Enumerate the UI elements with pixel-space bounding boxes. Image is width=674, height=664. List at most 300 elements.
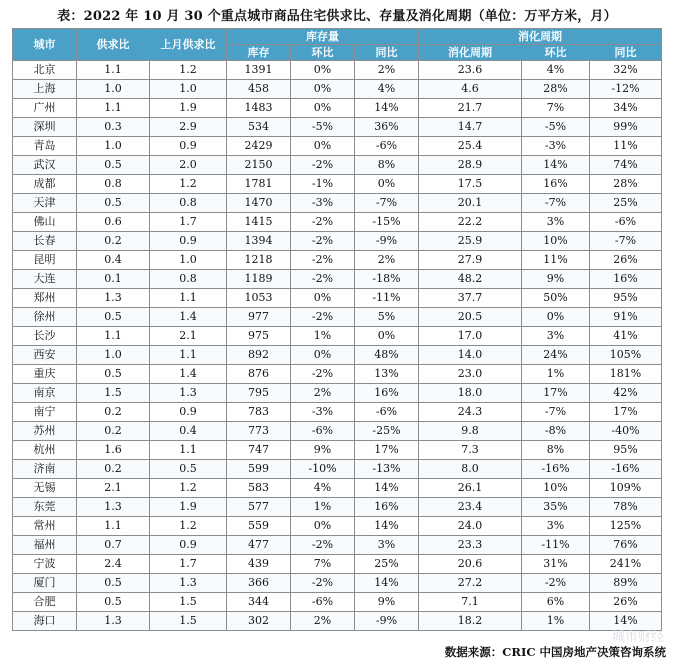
- cell-last-month: 0.9: [150, 232, 227, 251]
- cell-last-month: 2.9: [150, 118, 227, 137]
- cell-supply-demand: 1.3: [77, 289, 150, 308]
- cell-inventory: 1483: [227, 99, 291, 118]
- cell-digestion: 9.8: [419, 422, 522, 441]
- table-row: [13, 118, 662, 137]
- cell-digestion-yoy: 181%: [590, 365, 662, 384]
- header-inventory: 库存: [227, 45, 291, 61]
- cell-digestion: 28.9: [419, 156, 522, 175]
- cell-city: 长沙: [13, 327, 77, 346]
- cell-digestion-yoy: 14%: [590, 612, 662, 631]
- cell-digestion: 20.5: [419, 308, 522, 327]
- cell-digestion: 24.3: [419, 403, 522, 422]
- cell-supply-demand: 1.0: [77, 346, 150, 365]
- cell-digestion-mom: -3%: [522, 137, 590, 156]
- cell-city: 重庆: [13, 365, 77, 384]
- cell-digestion-yoy: 34%: [590, 99, 662, 118]
- cell-inventory-mom: 1%: [291, 498, 355, 517]
- cell-inventory-mom: -2%: [291, 251, 355, 270]
- cell-inventory-yoy: -9%: [355, 612, 419, 631]
- cell-inventory-yoy: -6%: [355, 403, 419, 422]
- cell-last-month: 2.0: [150, 156, 227, 175]
- cell-inventory: 344: [227, 593, 291, 612]
- table-row: [13, 175, 662, 194]
- cell-city: 深圳: [13, 118, 77, 137]
- cell-digestion: 25.4: [419, 137, 522, 156]
- cell-digestion: 37.7: [419, 289, 522, 308]
- cell-supply-demand: 1.1: [77, 99, 150, 118]
- cell-inventory: 747: [227, 441, 291, 460]
- cell-city: 武汉: [13, 156, 77, 175]
- cell-last-month: 1.2: [150, 61, 227, 80]
- header-row-top: [13, 29, 662, 45]
- cell-inventory-mom: -2%: [291, 574, 355, 593]
- cell-digestion-mom: 0%: [522, 308, 590, 327]
- header-digestion: 消化周期: [419, 45, 522, 61]
- cell-inventory-mom: -2%: [291, 270, 355, 289]
- cell-inventory-mom: 1%: [291, 327, 355, 346]
- cell-inventory-mom: 4%: [291, 479, 355, 498]
- table-row: [13, 403, 662, 422]
- cell-digestion: 20.6: [419, 555, 522, 574]
- table-row: [13, 270, 662, 289]
- cell-inventory-mom: 9%: [291, 441, 355, 460]
- cell-digestion-mom: 3%: [522, 327, 590, 346]
- cell-digestion: 24.0: [419, 517, 522, 536]
- cell-inventory-mom: 0%: [291, 61, 355, 80]
- cell-digestion: 17.0: [419, 327, 522, 346]
- cell-inventory: 1415: [227, 213, 291, 232]
- cell-digestion-yoy: -7%: [590, 232, 662, 251]
- cell-inventory-mom: -2%: [291, 365, 355, 384]
- cell-supply-demand: 0.5: [77, 574, 150, 593]
- cell-city: 郑州: [13, 289, 77, 308]
- header-digestion-group: 消化周期: [419, 29, 662, 45]
- cell-last-month: 1.9: [150, 498, 227, 517]
- table-row: [13, 289, 662, 308]
- cell-digestion-yoy: -40%: [590, 422, 662, 441]
- cell-last-month: 1.2: [150, 479, 227, 498]
- cell-inventory: 559: [227, 517, 291, 536]
- cell-inventory-yoy: 17%: [355, 441, 419, 460]
- cell-digestion-yoy: 76%: [590, 536, 662, 555]
- cell-inventory: 1394: [227, 232, 291, 251]
- cell-digestion-yoy: 95%: [590, 441, 662, 460]
- table-row: [13, 346, 662, 365]
- cell-inventory: 477: [227, 536, 291, 555]
- cell-last-month: 2.1: [150, 327, 227, 346]
- cell-digestion-mom: 11%: [522, 251, 590, 270]
- cell-last-month: 1.7: [150, 555, 227, 574]
- table-row: [13, 61, 662, 80]
- table-row: [13, 213, 662, 232]
- cell-supply-demand: 0.5: [77, 194, 150, 213]
- cell-supply-demand: 0.2: [77, 460, 150, 479]
- cell-digestion-yoy: 74%: [590, 156, 662, 175]
- cell-inventory-yoy: 16%: [355, 384, 419, 403]
- cell-digestion-mom: 14%: [522, 156, 590, 175]
- table-row: [13, 327, 662, 346]
- cell-last-month: 0.8: [150, 194, 227, 213]
- cell-digestion: 48.2: [419, 270, 522, 289]
- cell-city: 无锡: [13, 479, 77, 498]
- cell-digestion-mom: 16%: [522, 175, 590, 194]
- cell-digestion-mom: -16%: [522, 460, 590, 479]
- cell-supply-demand: 0.3: [77, 118, 150, 137]
- cell-digestion: 23.0: [419, 365, 522, 384]
- cell-last-month: 1.3: [150, 384, 227, 403]
- cell-inventory: 1391: [227, 61, 291, 80]
- cell-supply-demand: 1.1: [77, 327, 150, 346]
- cell-inventory: 975: [227, 327, 291, 346]
- cell-inventory: 1470: [227, 194, 291, 213]
- cell-city: 厦门: [13, 574, 77, 593]
- header-digestion-mom: 环比: [522, 45, 590, 61]
- cell-digestion-mom: -2%: [522, 574, 590, 593]
- table-row: [13, 422, 662, 441]
- cell-supply-demand: 2.4: [77, 555, 150, 574]
- cell-last-month: 1.0: [150, 251, 227, 270]
- cell-digestion-yoy: 95%: [590, 289, 662, 308]
- cell-digestion-mom: 24%: [522, 346, 590, 365]
- cell-digestion: 26.1: [419, 479, 522, 498]
- cell-inventory: 583: [227, 479, 291, 498]
- cell-inventory-yoy: -9%: [355, 232, 419, 251]
- cell-digestion-yoy: -6%: [590, 213, 662, 232]
- cell-inventory-yoy: 9%: [355, 593, 419, 612]
- cell-digestion: 20.1: [419, 194, 522, 213]
- cell-supply-demand: 0.2: [77, 232, 150, 251]
- cell-digestion: 23.6: [419, 61, 522, 80]
- table-row: [13, 441, 662, 460]
- cell-city: 北京: [13, 61, 77, 80]
- cell-supply-demand: 0.1: [77, 270, 150, 289]
- header-inventory-mom: 环比: [291, 45, 355, 61]
- cell-inventory: 302: [227, 612, 291, 631]
- table-row: [13, 593, 662, 612]
- cell-digestion: 22.2: [419, 213, 522, 232]
- cell-inventory-yoy: 16%: [355, 498, 419, 517]
- cell-inventory-yoy: 14%: [355, 479, 419, 498]
- cell-inventory-yoy: 36%: [355, 118, 419, 137]
- cell-digestion: 23.4: [419, 498, 522, 517]
- cell-inventory: 2150: [227, 156, 291, 175]
- cell-inventory: 1053: [227, 289, 291, 308]
- cell-last-month: 1.9: [150, 99, 227, 118]
- cell-digestion-yoy: 42%: [590, 384, 662, 403]
- cell-supply-demand: 1.0: [77, 137, 150, 156]
- data-table: [12, 28, 662, 631]
- table-row: [13, 251, 662, 270]
- cell-digestion: 7.1: [419, 593, 522, 612]
- table-body: [13, 61, 662, 631]
- table-row: [13, 365, 662, 384]
- cell-supply-demand: 1.3: [77, 612, 150, 631]
- table-row: [13, 156, 662, 175]
- cell-city: 昆明: [13, 251, 77, 270]
- cell-inventory-mom: -3%: [291, 403, 355, 422]
- cell-inventory-yoy: 2%: [355, 61, 419, 80]
- cell-last-month: 1.4: [150, 365, 227, 384]
- cell-inventory-mom: -2%: [291, 213, 355, 232]
- cell-digestion-yoy: 109%: [590, 479, 662, 498]
- cell-inventory-mom: 0%: [291, 80, 355, 99]
- cell-inventory: 876: [227, 365, 291, 384]
- cell-supply-demand: 1.3: [77, 498, 150, 517]
- header-city: 城市: [13, 29, 77, 61]
- cell-inventory-yoy: 8%: [355, 156, 419, 175]
- cell-inventory-mom: -2%: [291, 156, 355, 175]
- cell-last-month: 1.3: [150, 574, 227, 593]
- cell-inventory-yoy: 48%: [355, 346, 419, 365]
- cell-inventory: 1781: [227, 175, 291, 194]
- cell-digestion: 14.7: [419, 118, 522, 137]
- table-title: 表：2022 年 10 月 30 个重点城市商品住宅供求比、存量及消化周期（单位：万平方米，月）: [57, 9, 617, 24]
- cell-supply-demand: 0.7: [77, 536, 150, 555]
- cell-last-month: 0.9: [150, 137, 227, 156]
- table-row: [13, 80, 662, 99]
- table-row: [13, 194, 662, 213]
- cell-inventory: 783: [227, 403, 291, 422]
- cell-inventory-yoy: 5%: [355, 308, 419, 327]
- cell-digestion-yoy: -16%: [590, 460, 662, 479]
- cell-digestion-mom: -8%: [522, 422, 590, 441]
- cell-last-month: 1.5: [150, 612, 227, 631]
- cell-digestion-yoy: 41%: [590, 327, 662, 346]
- cell-inventory-mom: -6%: [291, 593, 355, 612]
- cell-supply-demand: 1.6: [77, 441, 150, 460]
- cell-digestion-yoy: 17%: [590, 403, 662, 422]
- cell-digestion: 27.9: [419, 251, 522, 270]
- watermark: 城市财经: [611, 630, 664, 645]
- cell-digestion-mom: 10%: [522, 479, 590, 498]
- cell-digestion-yoy: 26%: [590, 593, 662, 612]
- cell-last-month: 1.1: [150, 289, 227, 308]
- cell-city: 青岛: [13, 137, 77, 156]
- cell-inventory: 1218: [227, 251, 291, 270]
- cell-city: 常州: [13, 517, 77, 536]
- header-digestion-yoy: 同比: [590, 45, 662, 61]
- cell-inventory-mom: 2%: [291, 612, 355, 631]
- cell-inventory-yoy: 3%: [355, 536, 419, 555]
- cell-digestion-mom: 17%: [522, 384, 590, 403]
- cell-supply-demand: 0.5: [77, 156, 150, 175]
- cell-digestion-yoy: 241%: [590, 555, 662, 574]
- source-note: 数据来源：CRIC 中国房地产决策咨询系统: [444, 645, 666, 659]
- cell-inventory-mom: -3%: [291, 194, 355, 213]
- table-row: [13, 137, 662, 156]
- cell-inventory-mom: -6%: [291, 422, 355, 441]
- header-inventory-yoy: 同比: [355, 45, 419, 61]
- cell-digestion-yoy: 11%: [590, 137, 662, 156]
- cell-supply-demand: 1.1: [77, 61, 150, 80]
- cell-digestion-yoy: 26%: [590, 251, 662, 270]
- cell-city: 南宁: [13, 403, 77, 422]
- cell-city: 杭州: [13, 441, 77, 460]
- header-inventory-group: 库存量: [227, 29, 419, 45]
- cell-city: 成都: [13, 175, 77, 194]
- cell-last-month: 1.5: [150, 593, 227, 612]
- cell-inventory-yoy: 4%: [355, 80, 419, 99]
- cell-inventory-yoy: 25%: [355, 555, 419, 574]
- cell-last-month: 0.8: [150, 270, 227, 289]
- cell-inventory: 577: [227, 498, 291, 517]
- cell-digestion-mom: 35%: [522, 498, 590, 517]
- cell-digestion-yoy: 105%: [590, 346, 662, 365]
- cell-inventory-mom: 0%: [291, 137, 355, 156]
- cell-supply-demand: 0.5: [77, 365, 150, 384]
- cell-inventory: 773: [227, 422, 291, 441]
- cell-inventory-yoy: 13%: [355, 365, 419, 384]
- cell-digestion-mom: -5%: [522, 118, 590, 137]
- cell-last-month: 0.5: [150, 460, 227, 479]
- cell-digestion-yoy: 78%: [590, 498, 662, 517]
- cell-inventory-yoy: -15%: [355, 213, 419, 232]
- cell-inventory: 366: [227, 574, 291, 593]
- cell-supply-demand: 0.2: [77, 422, 150, 441]
- cell-inventory-yoy: -13%: [355, 460, 419, 479]
- cell-last-month: 0.4: [150, 422, 227, 441]
- cell-inventory-yoy: 0%: [355, 327, 419, 346]
- cell-digestion-mom: 1%: [522, 612, 590, 631]
- cell-city: 广州: [13, 99, 77, 118]
- cell-digestion-yoy: 28%: [590, 175, 662, 194]
- cell-city: 徐州: [13, 308, 77, 327]
- cell-digestion: 23.3: [419, 536, 522, 555]
- cell-city: 海口: [13, 612, 77, 631]
- cell-digestion-mom: 3%: [522, 517, 590, 536]
- cell-digestion-mom: 7%: [522, 99, 590, 118]
- cell-digestion: 18.0: [419, 384, 522, 403]
- cell-supply-demand: 0.5: [77, 308, 150, 327]
- cell-supply-demand: 1.5: [77, 384, 150, 403]
- cell-inventory-yoy: 2%: [355, 251, 419, 270]
- cell-supply-demand: 2.1: [77, 479, 150, 498]
- cell-digestion: 4.6: [419, 80, 522, 99]
- cell-last-month: 1.1: [150, 441, 227, 460]
- cell-inventory-mom: 0%: [291, 346, 355, 365]
- cell-digestion-mom: 1%: [522, 365, 590, 384]
- cell-inventory-yoy: -18%: [355, 270, 419, 289]
- header-supply-demand: 供求比: [77, 29, 150, 61]
- cell-digestion-mom: 6%: [522, 593, 590, 612]
- table-row: [13, 384, 662, 403]
- cell-inventory-mom: 7%: [291, 555, 355, 574]
- cell-supply-demand: 0.8: [77, 175, 150, 194]
- cell-inventory-mom: 0%: [291, 99, 355, 118]
- cell-digestion-mom: 31%: [522, 555, 590, 574]
- cell-inventory-mom: 0%: [291, 289, 355, 308]
- cell-inventory-yoy: 14%: [355, 517, 419, 536]
- cell-inventory: 892: [227, 346, 291, 365]
- cell-inventory: 534: [227, 118, 291, 137]
- cell-digestion: 18.2: [419, 612, 522, 631]
- table-row: [13, 555, 662, 574]
- cell-inventory: 439: [227, 555, 291, 574]
- table-row: [13, 574, 662, 593]
- cell-inventory-mom: -10%: [291, 460, 355, 479]
- cell-inventory-mom: -2%: [291, 232, 355, 251]
- cell-inventory-yoy: -11%: [355, 289, 419, 308]
- table-row: [13, 99, 662, 118]
- cell-inventory: 977: [227, 308, 291, 327]
- table-row: [13, 479, 662, 498]
- cell-digestion-yoy: 16%: [590, 270, 662, 289]
- cell-inventory-mom: -2%: [291, 536, 355, 555]
- cell-inventory-mom: -5%: [291, 118, 355, 137]
- cell-city: 福州: [13, 536, 77, 555]
- cell-city: 大连: [13, 270, 77, 289]
- table-row: [13, 536, 662, 555]
- cell-digestion: 14.0: [419, 346, 522, 365]
- cell-supply-demand: 0.6: [77, 213, 150, 232]
- cell-last-month: 1.2: [150, 175, 227, 194]
- cell-last-month: 0.9: [150, 403, 227, 422]
- cell-digestion-yoy: -12%: [590, 80, 662, 99]
- cell-city: 济南: [13, 460, 77, 479]
- cell-digestion-yoy: 25%: [590, 194, 662, 213]
- cell-inventory-yoy: -25%: [355, 422, 419, 441]
- cell-inventory-yoy: -6%: [355, 137, 419, 156]
- table-row: [13, 612, 662, 631]
- cell-digestion-mom: -11%: [522, 536, 590, 555]
- cell-city: 长春: [13, 232, 77, 251]
- cell-digestion-mom: 28%: [522, 80, 590, 99]
- cell-inventory: 1189: [227, 270, 291, 289]
- cell-city: 天津: [13, 194, 77, 213]
- cell-city: 南京: [13, 384, 77, 403]
- cell-inventory-yoy: -7%: [355, 194, 419, 213]
- table-row: [13, 460, 662, 479]
- cell-digestion-mom: 8%: [522, 441, 590, 460]
- cell-last-month: 1.2: [150, 517, 227, 536]
- cell-inventory: 458: [227, 80, 291, 99]
- cell-digestion-mom: 4%: [522, 61, 590, 80]
- cell-digestion-mom: 3%: [522, 213, 590, 232]
- cell-inventory: 795: [227, 384, 291, 403]
- cell-last-month: 0.9: [150, 536, 227, 555]
- cell-digestion: 8.0: [419, 460, 522, 479]
- cell-digestion: 17.5: [419, 175, 522, 194]
- cell-inventory-yoy: 14%: [355, 574, 419, 593]
- cell-digestion-yoy: 91%: [590, 308, 662, 327]
- cell-digestion-mom: -7%: [522, 403, 590, 422]
- cell-city: 苏州: [13, 422, 77, 441]
- cell-city: 东莞: [13, 498, 77, 517]
- cell-inventory-yoy: 14%: [355, 99, 419, 118]
- table-row: [13, 308, 662, 327]
- cell-digestion-mom: 9%: [522, 270, 590, 289]
- cell-city: 合肥: [13, 593, 77, 612]
- cell-digestion-mom: 50%: [522, 289, 590, 308]
- cell-inventory: 599: [227, 460, 291, 479]
- cell-digestion-yoy: 99%: [590, 118, 662, 137]
- cell-supply-demand: 0.4: [77, 251, 150, 270]
- cell-digestion-mom: 10%: [522, 232, 590, 251]
- cell-city: 佛山: [13, 213, 77, 232]
- cell-last-month: 1.0: [150, 80, 227, 99]
- cell-supply-demand: 0.5: [77, 593, 150, 612]
- cell-digestion-yoy: 32%: [590, 61, 662, 80]
- cell-last-month: 1.7: [150, 213, 227, 232]
- cell-inventory-mom: 0%: [291, 517, 355, 536]
- cell-inventory-mom: -2%: [291, 308, 355, 327]
- cell-inventory-mom: -1%: [291, 175, 355, 194]
- cell-inventory-mom: 2%: [291, 384, 355, 403]
- cell-digestion-yoy: 125%: [590, 517, 662, 536]
- cell-last-month: 1.1: [150, 346, 227, 365]
- cell-city: 宁波: [13, 555, 77, 574]
- cell-digestion-yoy: 89%: [590, 574, 662, 593]
